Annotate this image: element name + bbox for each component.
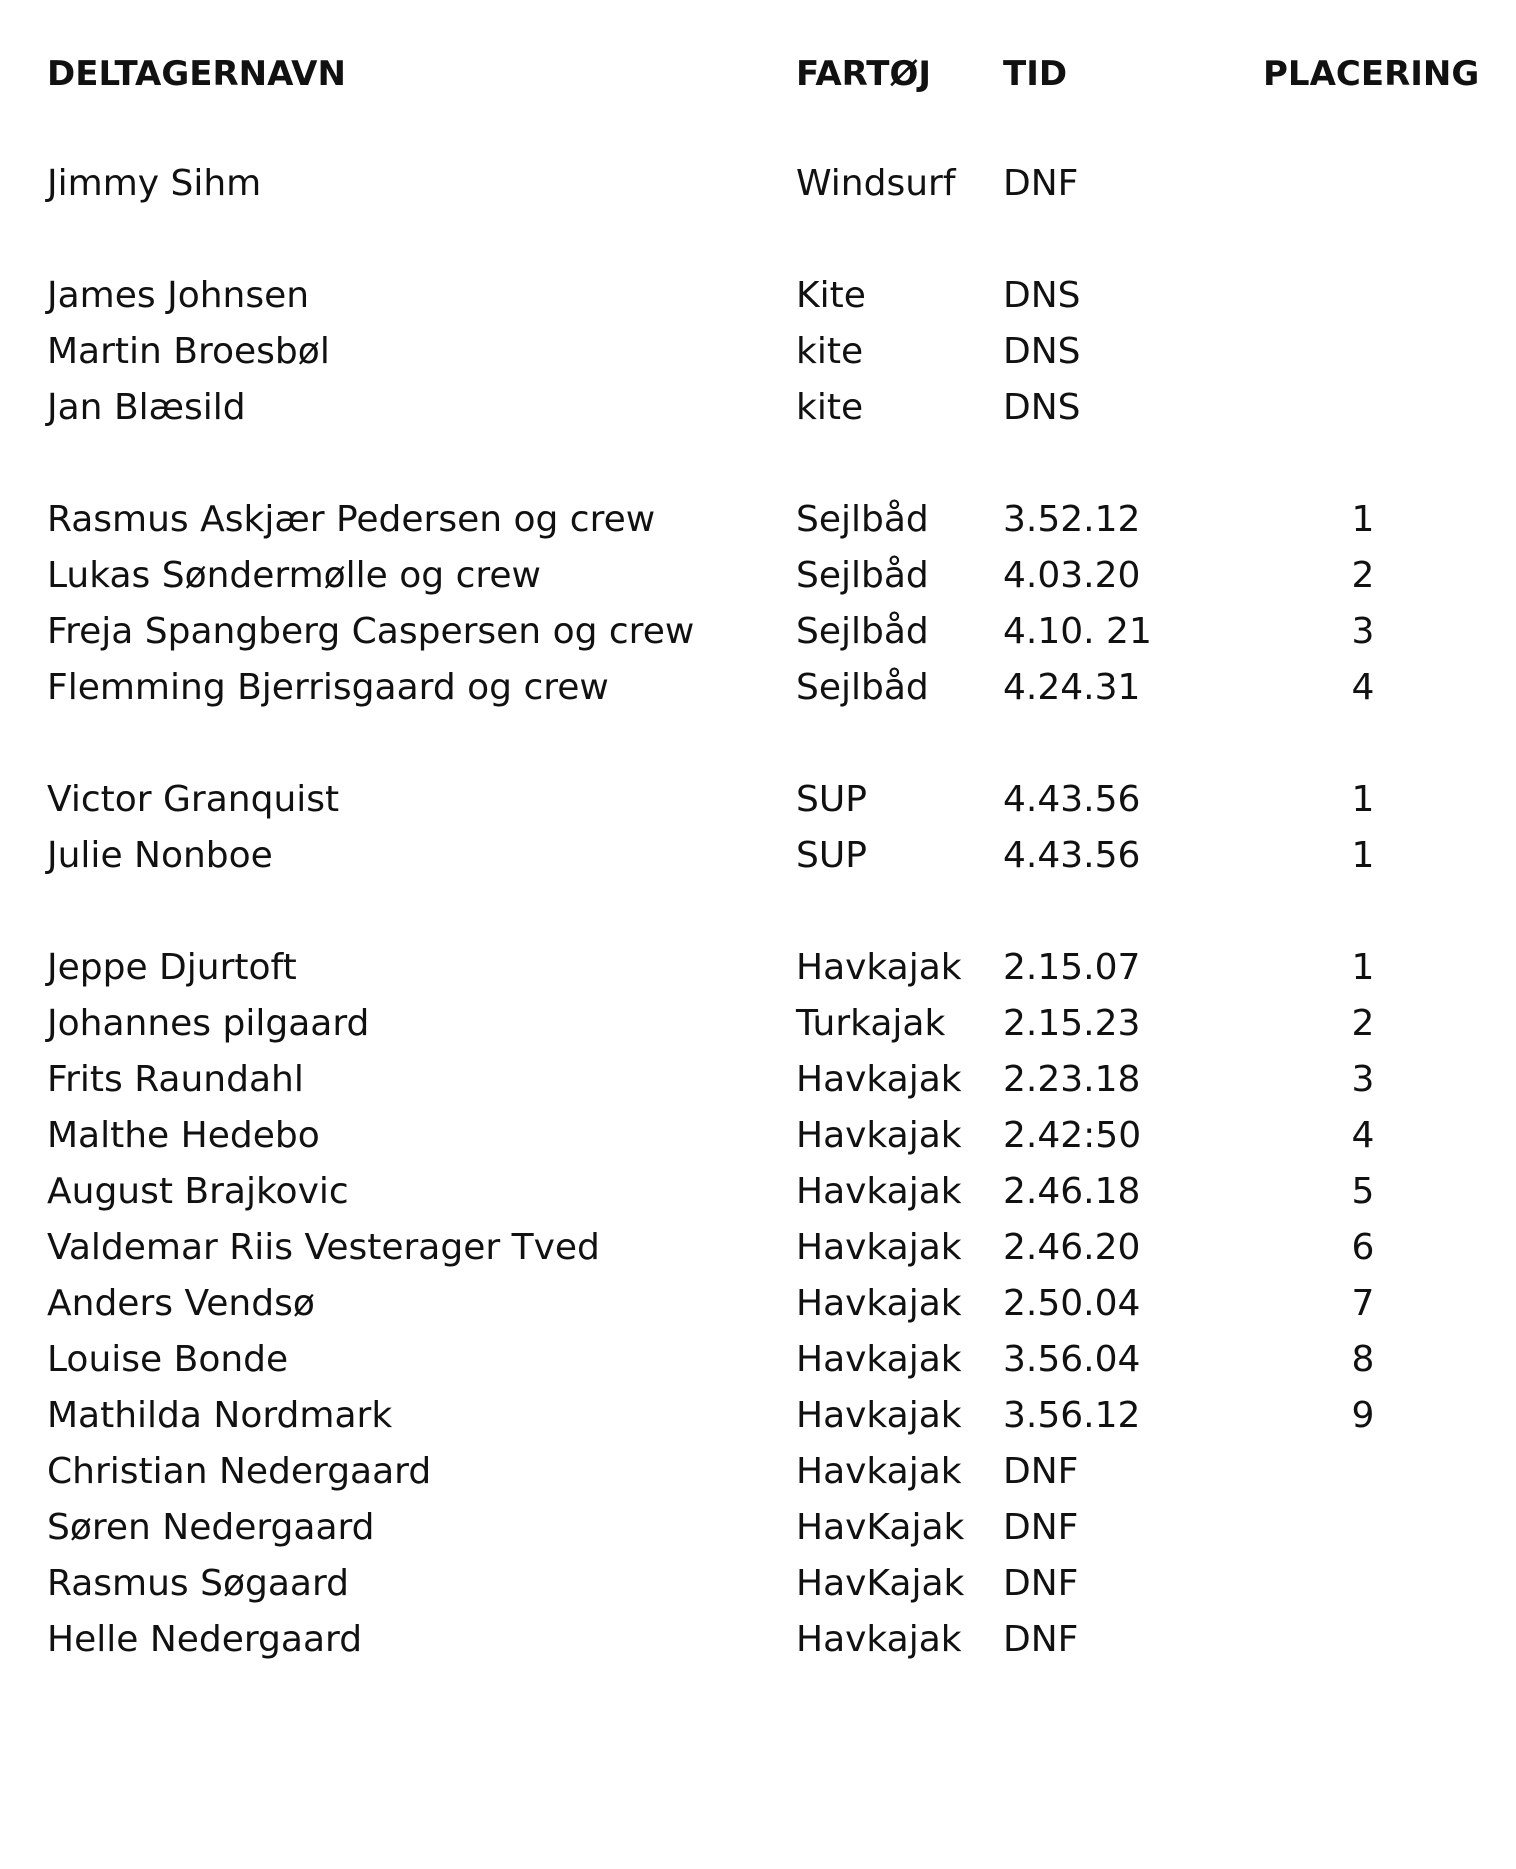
- craft-type: Sejlbåd: [796, 555, 929, 596]
- table-row: [0, 772, 1516, 828]
- finish-time: 2.15.23: [1003, 1003, 1141, 1044]
- placement: 3: [1351, 611, 1375, 652]
- table-row: [0, 1164, 1516, 1220]
- finish-time: 4.43.56: [1003, 835, 1141, 876]
- header-time: TID: [1003, 54, 1068, 94]
- table-row: [0, 940, 1516, 996]
- placement: 8: [1351, 1339, 1375, 1380]
- participant-name: Helle Nedergaard: [47, 1619, 363, 1660]
- table-row: [0, 1388, 1516, 1444]
- placement: 9: [1351, 1395, 1375, 1436]
- craft-type: Havkajak: [796, 1227, 962, 1268]
- craft-type: kite: [796, 331, 864, 372]
- table-row: [0, 604, 1516, 660]
- table-row: [0, 324, 1516, 380]
- participant-name: Anders Vendsø: [47, 1283, 315, 1324]
- craft-type: Turkajak: [796, 1003, 946, 1044]
- participant-name: August Brajkovic: [47, 1171, 349, 1212]
- craft-type: Havkajak: [796, 1115, 962, 1156]
- finish-time: DNS: [1003, 275, 1081, 316]
- placement: 7: [1351, 1283, 1375, 1324]
- participant-name: Lukas Søndermølle og crew: [47, 555, 541, 596]
- participant-name: Mathilda Nordmark: [47, 1395, 393, 1436]
- finish-time: 2.23.18: [1003, 1059, 1141, 1100]
- craft-type: Havkajak: [796, 1619, 962, 1660]
- table-row: [0, 1500, 1516, 1556]
- craft-type: Havkajak: [796, 1059, 962, 1100]
- table-row: [0, 156, 1516, 212]
- table-row: [0, 1052, 1516, 1108]
- craft-type: SUP: [796, 835, 867, 876]
- table-row: [0, 996, 1516, 1052]
- finish-time: 2.46.20: [1003, 1227, 1141, 1268]
- finish-time: 4.24.31: [1003, 667, 1141, 708]
- finish-time: DNS: [1003, 387, 1081, 428]
- placement: 1: [1351, 947, 1375, 988]
- participant-name: Freja Spangberg Caspersen og crew: [47, 611, 695, 652]
- craft-type: Havkajak: [796, 1395, 962, 1436]
- finish-time: DNS: [1003, 331, 1081, 372]
- participant-name: Jan Blæsild: [47, 387, 246, 428]
- placement: 2: [1351, 555, 1375, 596]
- finish-time: 2.15.07: [1003, 947, 1141, 988]
- table-row: [0, 660, 1516, 716]
- participant-name: Louise Bonde: [47, 1339, 289, 1380]
- participant-name: Julie Nonboe: [47, 835, 273, 876]
- participant-name: Frits Raundahl: [47, 1059, 304, 1100]
- craft-type: kite: [796, 387, 864, 428]
- header-placement: PLACERING: [1263, 54, 1480, 94]
- placement: 1: [1351, 835, 1375, 876]
- participant-name: Malthe Hedebo: [47, 1115, 320, 1156]
- placement: 4: [1351, 667, 1375, 708]
- table-row: [0, 380, 1516, 436]
- craft-type: Sejlbåd: [796, 499, 929, 540]
- craft-type: Havkajak: [796, 1171, 962, 1212]
- craft-type: Sejlbåd: [796, 667, 929, 708]
- craft-type: HavKajak: [796, 1507, 965, 1548]
- finish-time: 2.42:50: [1003, 1115, 1142, 1156]
- finish-time: DNF: [1003, 1451, 1079, 1492]
- table-row: [0, 268, 1516, 324]
- table-row: [0, 828, 1516, 884]
- placement: 1: [1351, 499, 1375, 540]
- finish-time: DNF: [1003, 1563, 1079, 1604]
- finish-time: 3.56.12: [1003, 1395, 1141, 1436]
- finish-time: 2.46.18: [1003, 1171, 1141, 1212]
- finish-time: DNF: [1003, 1619, 1079, 1660]
- participant-name: Flemming Bjerrisgaard og crew: [47, 667, 609, 708]
- table-row: [0, 548, 1516, 604]
- craft-type: Havkajak: [796, 1283, 962, 1324]
- table-row: [0, 1612, 1516, 1668]
- finish-time: 3.52.12: [1003, 499, 1141, 540]
- participant-name: Rasmus Askjær Pedersen og crew: [47, 499, 656, 540]
- craft-type: Windsurf: [796, 163, 956, 204]
- participant-name: James Johnsen: [47, 275, 310, 316]
- craft-type: Havkajak: [796, 947, 962, 988]
- finish-time: DNF: [1003, 1507, 1079, 1548]
- participant-name: Martin Broesbøl: [47, 331, 330, 372]
- finish-time: 4.43.56: [1003, 779, 1141, 820]
- header-name: DELTAGERNAVN: [47, 54, 346, 94]
- placement: 3: [1351, 1059, 1375, 1100]
- placement: 1: [1351, 779, 1375, 820]
- participant-name: Valdemar Riis Vesterager Tved: [47, 1227, 600, 1268]
- finish-time: 3.56.04: [1003, 1339, 1141, 1380]
- participant-name: Johannes pilgaard: [47, 1003, 370, 1044]
- table-row: [0, 1444, 1516, 1500]
- finish-time: 4.03.20: [1003, 555, 1141, 596]
- participant-name: Søren Nedergaard: [47, 1507, 375, 1548]
- participant-name: Christian Nedergaard: [47, 1451, 432, 1492]
- craft-type: SUP: [796, 779, 867, 820]
- finish-time: DNF: [1003, 163, 1079, 204]
- finish-time: 4.10. 21: [1003, 611, 1152, 652]
- table-row: [0, 1556, 1516, 1612]
- placement: 4: [1351, 1115, 1375, 1156]
- table-row: [0, 1220, 1516, 1276]
- participant-name: Jimmy Sihm: [47, 163, 262, 204]
- header-craft: FARTØJ: [796, 54, 932, 94]
- placement: 2: [1351, 1003, 1375, 1044]
- craft-type: Havkajak: [796, 1451, 962, 1492]
- participant-name: Victor Granquist: [47, 779, 340, 820]
- craft-type: Kite: [796, 275, 866, 316]
- finish-time: 2.50.04: [1003, 1283, 1141, 1324]
- placement: 5: [1351, 1171, 1375, 1212]
- table-row: [0, 1276, 1516, 1332]
- table-row: [0, 492, 1516, 548]
- placement: 6: [1351, 1227, 1375, 1268]
- table-row: [0, 1108, 1516, 1164]
- craft-type: Sejlbåd: [796, 611, 929, 652]
- participant-name: Rasmus Søgaard: [47, 1563, 349, 1604]
- craft-type: HavKajak: [796, 1563, 965, 1604]
- craft-type: Havkajak: [796, 1339, 962, 1380]
- participant-name: Jeppe Djurtoft: [47, 947, 297, 988]
- table-row: [0, 1332, 1516, 1388]
